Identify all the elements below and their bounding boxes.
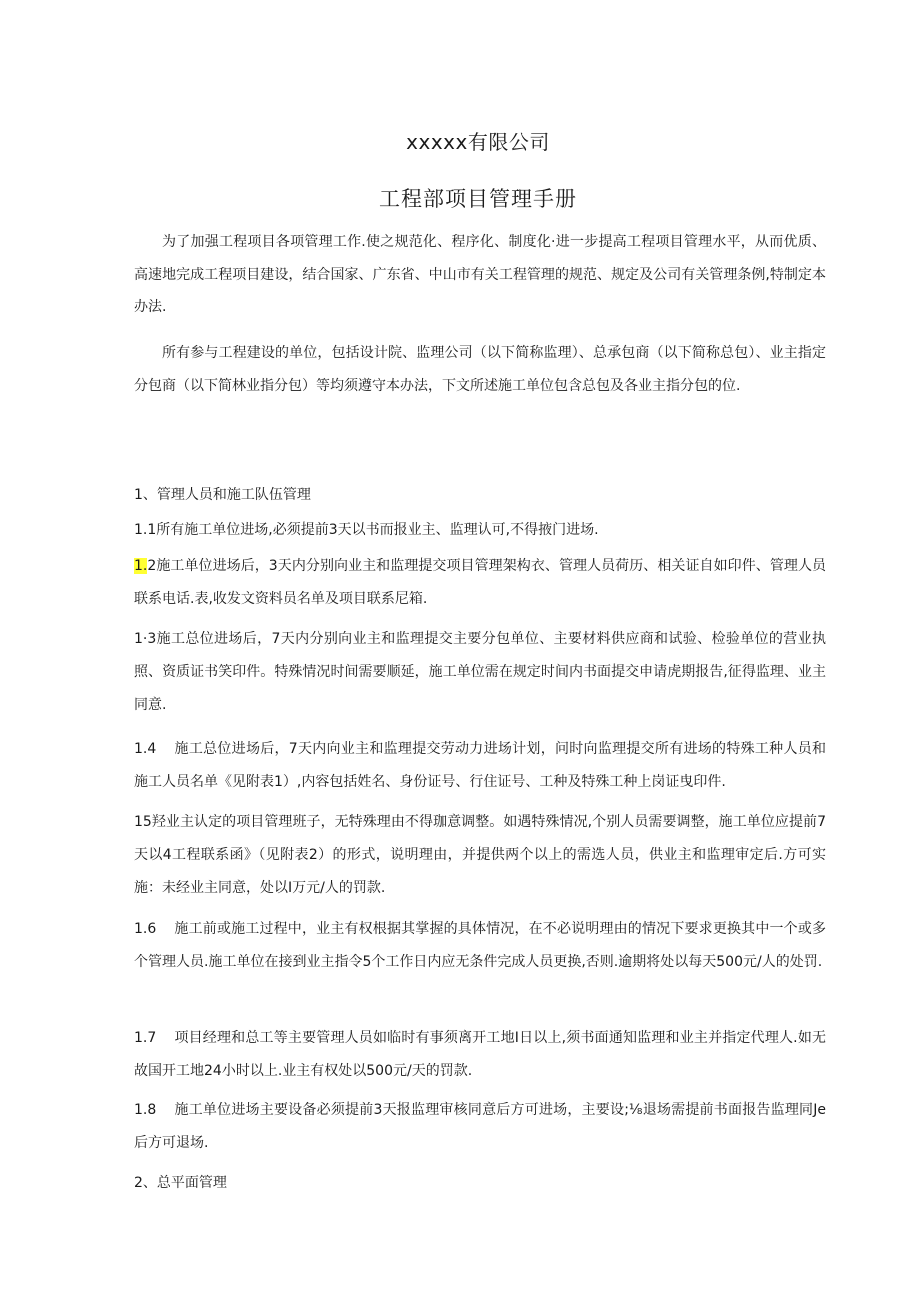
- item-1-4-number: 1.4: [134, 741, 157, 757]
- section-1-heading: 1、管理人员和施工队伍管理: [134, 487, 311, 503]
- item-1-7: [134, 1022, 826, 1088]
- item-1-7-text: 项目经理和总工等主要管理人员如临时有事须离开工地I日以上,须书面通知监理和业主并指定代理人.如无故国开工地24小时以上.业主有权处以500元/天的罚款.: [134, 1030, 826, 1079]
- company-title: xxxxx有限公司: [406, 130, 550, 154]
- item-1-6-text: 施工前或施工过程中，业主有权根据其掌握的具体情况，在不必说明理由的情况下要求更换其中一个或多个管理人员.施工单位在接到业主指令5个工作日内应无条件完成人员更换,否则.逾期将处以每天500元/人的处罚.: [134, 921, 826, 970]
- item-1-8-number: 1.8: [134, 1102, 157, 1118]
- item-1-6: [134, 913, 826, 979]
- item-1-8-text: 施工单位进场主要设备必须提前3天报监理审核同意后方可进场，主要设;⅛退场需提前书面报告监理同Je后方可退场.: [134, 1102, 826, 1151]
- item-1-4-text: 施工总位进场后，7天内向业主和监理提交劳动力进场计划，问时向监理提交所有进场的特殊工种人员和施工人员名单《见附表1）,内容包括姓名、身份证号、行住证号、工种及特殊工种上岗证曳印件.: [134, 741, 826, 790]
- item-1-2-number-rest: 2: [147, 558, 157, 574]
- intro-paragraph-2: 所有参与工程建设的单位，包括设计院、监理公司（以下简称监理）、总承包商（以下简称总包）、业主指定分包商（以下简林业指分包）等均须遵守本办法，下文所述施工单位包含总包及各业主指分包的位.: [134, 345, 826, 394]
- item-1-4: [134, 733, 826, 799]
- item-1-2: [134, 550, 826, 616]
- section-2-heading: 2、总平面管理: [134, 1175, 227, 1191]
- item-1-5: 15羟业主认定的项目管理班子，无特殊理由不得珈意调整。如遇特殊情况,个别人员需要调整，施工单位应提前7天以4工程联系函》（见附表2）的形式，说明理由，并提供两个以上的需选人员，供业主和监理审定后.方可实施：未经业主同意，处以I万元/人的罚款.: [134, 814, 826, 896]
- item-1-3: 1·3施工总位进场后，7天内分别向业主和监理提交主要分包单位、主要材料供应商和试验、检验单位的营业执照、资质证书笑印件。特殊情况时间需要顺延，施工单位需在规定时间内书面提交申请虎期报告,征得监理、业主同意.: [134, 631, 826, 713]
- item-1-1: 1.1所有施工单位进场,必须提前3天以书而报业主、监理认可,不得掖门进场.: [134, 522, 599, 538]
- item-1-2-text: 施工单位进场后，3天内分别向业主和监理提交项目管理架构衣、管理人员荷历、相关证自如印件、管理人员联系电话.表,收发文资料员名单及项目联系尼箱.: [134, 558, 826, 607]
- item-1-6-number: 1.6: [134, 921, 157, 937]
- highlighted-number: 1.: [134, 558, 148, 574]
- item-1-7-number: 1.7: [134, 1030, 157, 1046]
- manual-title: 工程部项目管理手册: [379, 187, 577, 211]
- intro-paragraph-1: 为了加强工程项目各项管理工作.使之规范化、程序化、制度化·进一步提高工程项目管理水平，从而优质、高速地完成工程项目建设，结合国家、广东省、中山市有关工程管理的规范、规定及公司有关管理条例,特制定本办法.: [134, 234, 826, 316]
- item-1-8: [134, 1094, 826, 1160]
